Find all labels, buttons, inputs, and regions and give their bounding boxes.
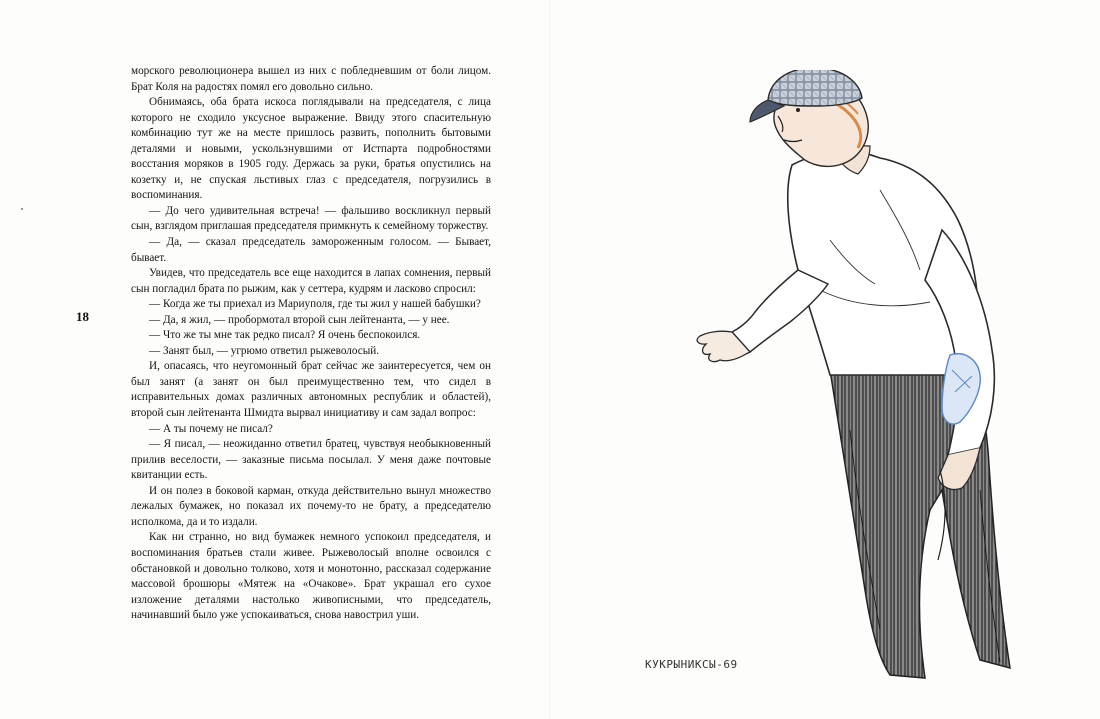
right-page xyxy=(550,0,1100,719)
page-number: 18 xyxy=(76,309,89,324)
paragraph: — Занят был, — угрюмо ответил рыжеволосый. xyxy=(149,344,380,357)
paragraph: — До чего удивительная встреча! — фальшиво воскликнул первый сын, взглядом приглашая председателя примкнуть к семейному торжеству. xyxy=(131,204,491,233)
paragraph: — Когда же ты приехал из Мариуполя, где ты жил у нашей бабушки? xyxy=(149,298,481,311)
page-speck xyxy=(21,208,23,210)
body-text xyxy=(131,64,491,624)
cap xyxy=(768,70,862,106)
artist-signature: КУКРЫНИКСЫ-69 xyxy=(645,658,738,671)
paragraph: — Да, я жил, — пробормотал второй сын лейтенанта, — у нее. xyxy=(149,313,450,326)
paragraph: — А ты почему не писал? xyxy=(149,422,273,435)
paragraph: — Да, — сказал председатель замороженным голосом. — Бывает, бывает. xyxy=(131,236,491,264)
paragraph: И он полез в боковой карман, откуда действительно вынул множество лежалых бумажек, но показал их почему-то не брату, а председателю исполкома, да и то издали. xyxy=(131,484,491,528)
paragraph: — Что же ты мне так редко писал? Я очень беспокоился. xyxy=(149,329,421,342)
paragraph: И, опасаясь, что неугомонный брат сейчас же заинтересуется, чем он был занят (а занят он был преимущественно тем, что сидел в исправительных домах различных автономных республик и областей), второй сын лейтенанта Шмидта вырвал инициативу и сам задал вопрос: xyxy=(131,360,491,420)
illustration-man-in-cap xyxy=(680,70,1100,690)
paragraph: морского революционера вышел из них с побледневшим от боли лицом. Брат Коля на радостях помял его довольно сильно. xyxy=(131,65,491,93)
paragraph: Увидев, что председатель все еще находится в лапах сомнения, первый сын погладил брата по рыжим, как у сеттера, кудрям и ласково спросил: xyxy=(131,267,491,295)
paragraph: Как ни странно, но вид бумажек немного успокоил председателя, и воспоминания братьев стали живее. Рыжеволосый вполне освоился с обстановкой и довольно толково, хотя и монотонно, рассказал содержание массовой брошюры «Мятеж на «Очакове». Брат украшал его сухое изложение деталями настолько живописными, что председатель, начинавший было уже успокаиваться, снова навострил уши. xyxy=(131,531,491,622)
paragraph: — Я писал, — неожиданно ответил братец, чувствуя необыкновенный прилив веселости, — заказные письма посылал. У меня даже почтовые квитанции есть. xyxy=(131,438,491,482)
paragraph: Обнимаясь, оба брата искоса поглядывали на председателя, с лица которого не сходило уксусное выражение. Ввиду этого спасительную комбинацию тут же на месте пришлось развить, пополнить бытовыми деталями и новыми, ускользнувшими от Истпарта подробностями восстания моряков в 1905 году. Держась за руки, братья опустились на козетку и, не спуская льстивых глаз с председателя, погрузились в воспоминания. xyxy=(131,96,491,202)
